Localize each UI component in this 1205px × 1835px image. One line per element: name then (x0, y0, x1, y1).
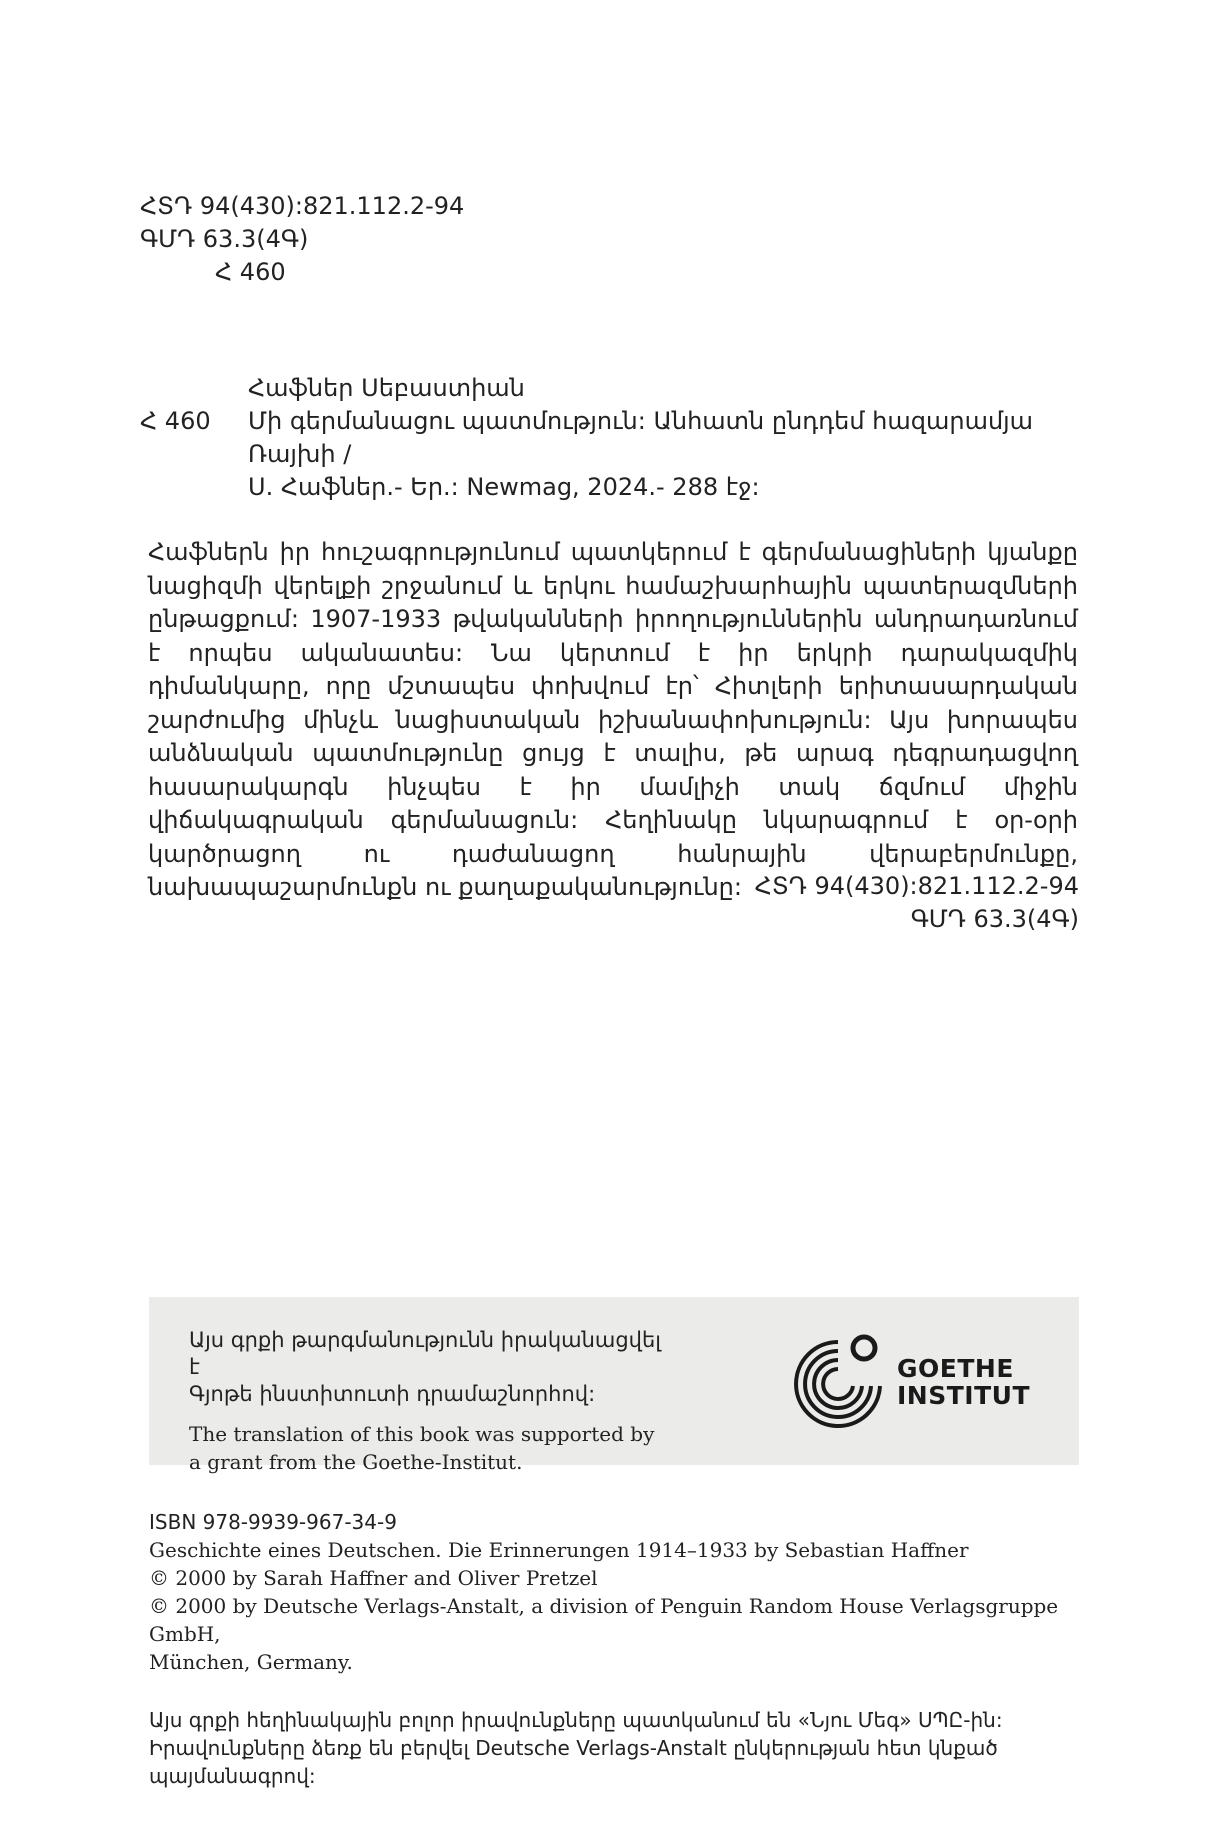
sponsor-note (189, 1327, 669, 1476)
sponsor-note-en-line: a grant from the Goethe-Institut. (189, 1450, 523, 1474)
copyright-line: © 2000 by Deutsche Verlags-Anstalt, a division of Penguin Random House Verlagsgruppe GmbH, (149, 1594, 1059, 1646)
rights-line: Այս գրքի հեղինակային բոլոր իրավունքները պատկանում են «Նյու Մեգ» ՍՊԸ-ին: (149, 1708, 1003, 1732)
book-abstract: Հաֆներն իր հուշագրությունում պատկերում է գերմանացիների կյանքը նացիզմի վերելքի շրջանում և երկու համաշխարհային պատերազմների ընթացքում: 1907-1933 թվականների իրողություններին անդրադառնում է որպես ականատես: Նա կերտում է իր երկրի դարակազմիկ դիմանկարը, որը մշտապես փոխվում էր՝ Հիտլերի երիտասարդական շարժումից մինչև նացիստական իշխանափոխություն: Այս խորապես անձնական պատմությունը ցույց է տալիս, թե արագ դեգրադացվող հասարակարգն ինչպես է իր մամլիչի տակ ճզմում միջին վիճակագրական գերմանացուն: Հեղինակը նկարագրում է օր-օրի կարծրացող ու դաժանացող հանրային վերաբերմունքը, նախապաշարմունքն ու քաղաքականությունը: (148, 538, 1078, 901)
logo-line-goethe: GOETHE (897, 1354, 1014, 1383)
catalog-title: Մի գերմանացու պատմություն: Անհատն ընդդեմ հազարամյա Ռայխի / (248, 407, 1034, 468)
rights-info (149, 1508, 1089, 1790)
abstract-udc-code: ՀՏԴ 94(430):821.112.2-94 (754, 872, 1079, 900)
copyright-line: München, Germany. (149, 1650, 353, 1674)
catalog-mark: Հ 460 (140, 407, 211, 435)
isbn: ISBN 978-9939-967-34-9 (149, 1510, 397, 1534)
author-mark: Հ 460 (215, 258, 286, 286)
sponsor-box (149, 1297, 1079, 1474)
sponsor-note-en-line: The translation of this book was supported by (189, 1422, 655, 1446)
bbk-code: ԳՄԴ 63.3(4Գ) (140, 225, 309, 253)
catalog-author: Հաֆներ Սեբաստիան (248, 374, 525, 402)
rights-line: Իրավունքները ձեռք են բերվել Deutsche Verlags-Anstalt ընկերության հետ կնքած (149, 1736, 998, 1760)
sponsor-note-armenian (189, 1327, 669, 1408)
catalog-entry (140, 372, 1080, 504)
abstract-codes (755, 870, 1079, 936)
udc-code: ՀՏԴ 94(430):821.112.2-94 (140, 192, 465, 220)
original-title: Geschichte eines Deutschen. Die Erinnerungen 1914–1933 by Sebastian Haffner (149, 1538, 969, 1562)
abstract-bbk-code: ԳՄԴ 63.3(4Գ) (910, 905, 1079, 933)
goethe-institut-logo (791, 1327, 1031, 1437)
rights-statement (149, 1706, 1089, 1790)
sponsor-note-english (189, 1420, 669, 1476)
classification-codes (140, 190, 464, 289)
copyright-line: © 2000 by Sarah Haffner and Oliver Pretzel (149, 1566, 598, 1590)
goethe-logo-text (897, 1355, 1030, 1409)
sponsor-note-hy-line: Այս գրքի թարգմանությունն իրականացվել է (189, 1328, 661, 1379)
goethe-logo-icon (791, 1330, 885, 1434)
logo-line-institut: INSTITUT (897, 1381, 1030, 1410)
catalog-imprint: Ս. Հաֆներ.- Եր.: Newmag, 2024.- 288 էջ: (248, 473, 760, 501)
sponsor-note-hy-line: Գյոթե ինստիտուտի դրամաշնորհով: (189, 1382, 596, 1406)
rights-line: պայմանագրով: (149, 1764, 316, 1788)
